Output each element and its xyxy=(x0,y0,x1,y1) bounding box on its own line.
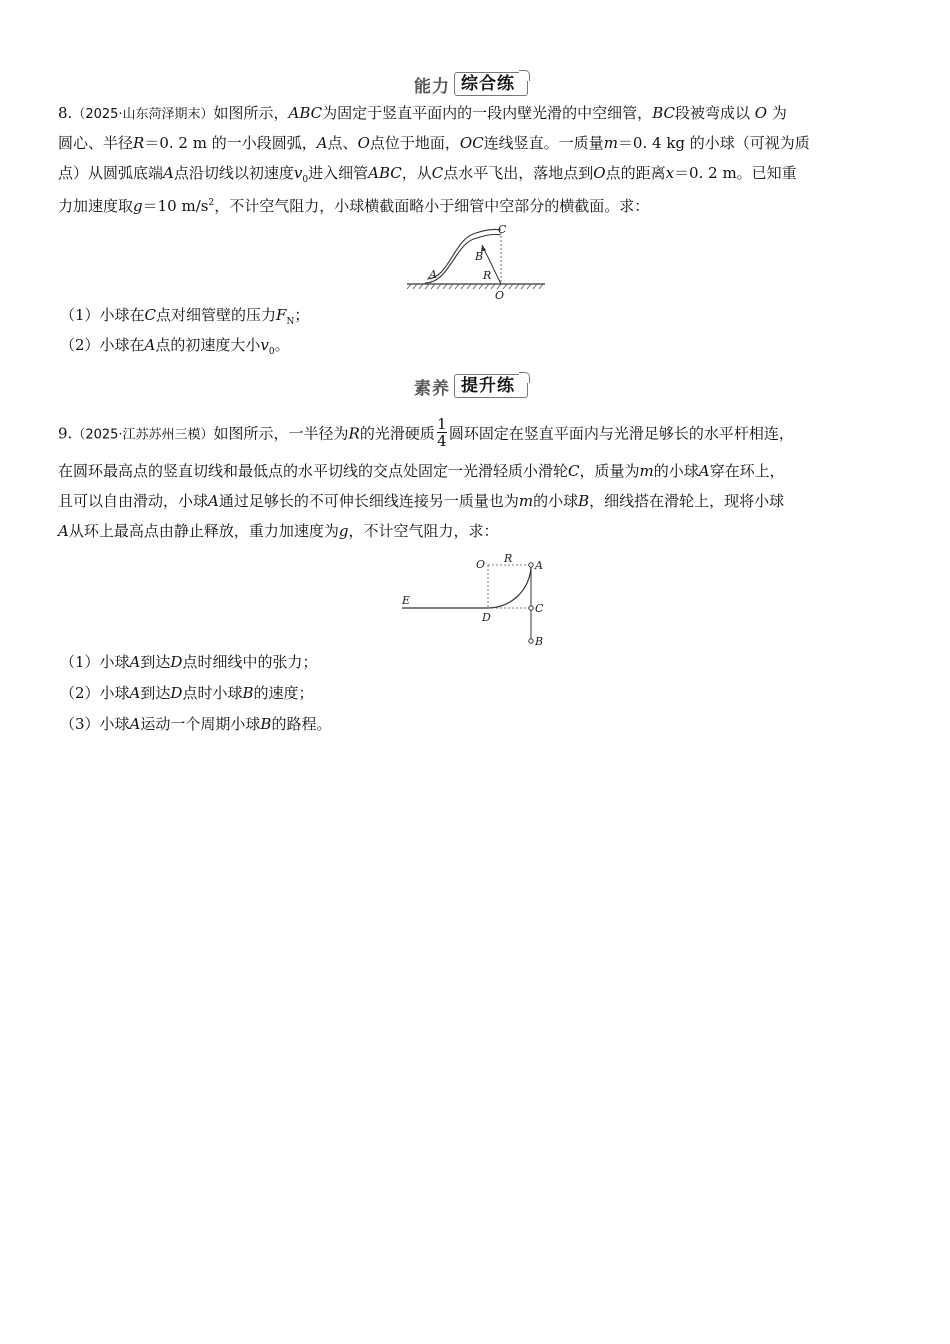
superscript: 2 xyxy=(208,198,215,208)
symbol: A xyxy=(58,522,69,540)
label-b: B xyxy=(535,635,544,648)
text: ＝0. 2 m。已知重 xyxy=(674,164,797,182)
symbol: C xyxy=(144,306,157,324)
symbol: A xyxy=(316,134,328,152)
symbol: m xyxy=(639,462,654,480)
fraction-one-quarter xyxy=(437,416,447,449)
text: ，不计空气阻力，求： xyxy=(348,522,499,540)
text: （3）小球 xyxy=(60,715,130,733)
q9-line-1 xyxy=(58,415,794,451)
section-tag-left: 素养 xyxy=(414,378,450,399)
text: 。 xyxy=(274,336,290,354)
text: 点时小球 xyxy=(182,684,243,702)
q9-subquestion-2 xyxy=(60,683,314,703)
text: 点沿切线以初速度 xyxy=(173,164,294,182)
text: （1）小球在 xyxy=(60,306,145,324)
section-header-ability xyxy=(410,72,528,96)
text: 的小球 xyxy=(533,492,579,510)
symbol: B xyxy=(260,715,272,733)
text: 如图所示，一半径为 xyxy=(213,424,349,443)
text: 穿在环上， xyxy=(709,462,785,480)
text: 进入细管 xyxy=(308,164,369,182)
label-e: E xyxy=(402,594,411,607)
section-tag-right xyxy=(454,72,528,96)
section-header-literacy xyxy=(410,374,528,398)
q9-line-4 xyxy=(58,521,498,541)
subscript: 0 xyxy=(268,347,275,357)
symbol: O xyxy=(357,134,370,152)
question-number: 9. xyxy=(58,424,73,443)
text: ，不计空气阻力，小球横截面略小于细管中空部分的横截面。求： xyxy=(214,197,650,215)
symbol: A xyxy=(144,336,156,354)
symbol: C xyxy=(431,164,444,182)
symbol: B xyxy=(578,492,590,510)
q8-line-2 xyxy=(58,133,810,153)
text: 到达 xyxy=(140,684,171,702)
text: 且可以自由滑动，小球 xyxy=(58,492,209,510)
symbol: F xyxy=(276,306,287,324)
text: 点水平飞出，落地点到 xyxy=(443,164,594,182)
q9-line-2 xyxy=(58,461,785,481)
q8-subquestion-1 xyxy=(60,305,309,332)
text: 在圆环最高点的竖直切线和最低点的水平切线的交点处固定一光滑轻质小滑轮 xyxy=(58,462,569,480)
text: 为 xyxy=(771,104,787,122)
text: 圆心、半径 xyxy=(58,134,134,152)
section-tag-right-text: 提升练 xyxy=(461,376,515,396)
label-r: R xyxy=(504,552,513,565)
q8-subquestion-2 xyxy=(60,335,290,362)
symbol: x xyxy=(665,164,675,182)
symbol: v xyxy=(293,164,303,182)
label-c: C xyxy=(498,223,507,236)
label-r: R xyxy=(483,269,492,282)
q9-subquestion-3 xyxy=(60,714,331,734)
text: 点对细管壁的压力 xyxy=(156,306,277,324)
symbol: ABC xyxy=(368,164,402,182)
symbol: C xyxy=(568,462,580,480)
text: 的路程。 xyxy=(271,715,332,733)
quarter-ring xyxy=(488,565,531,608)
symbol: O xyxy=(754,104,768,122)
symbol: O xyxy=(593,164,606,182)
text: 段被弯成以 xyxy=(674,104,750,122)
symbol: v xyxy=(260,336,269,354)
text: （2）小球在 xyxy=(60,336,145,354)
symbol: m xyxy=(518,492,534,510)
q9-figure-ring-pulley-diagram xyxy=(400,552,560,652)
text: ，细线搭在滑轮上，现将小球 xyxy=(589,492,785,510)
symbol: B xyxy=(242,684,254,702)
page-fold-icon xyxy=(519,70,530,81)
text: 从环上最高点由静止释放，重力加速度为 xyxy=(68,522,339,540)
q8-line-3 xyxy=(58,163,797,190)
text: 点）从圆弧底端 xyxy=(58,164,164,182)
symbol: ABC xyxy=(288,104,323,122)
subscript: N xyxy=(286,317,295,327)
section-tag-right xyxy=(454,374,528,398)
symbol: A xyxy=(129,715,141,733)
ball-a-icon xyxy=(529,563,533,567)
text: 为固定于竖直平面内的一段内壁光滑的中空细管， xyxy=(322,104,653,122)
subscript: 0 xyxy=(302,175,309,185)
text: ＝0. 2 m 的一小段圆弧， xyxy=(144,134,317,152)
symbol: g xyxy=(133,197,143,215)
symbol: R xyxy=(133,134,145,152)
label-d: D xyxy=(482,611,491,624)
symbol: R xyxy=(348,424,360,443)
label-o: O xyxy=(495,289,505,302)
pulley-c-icon xyxy=(529,606,533,610)
q8-line-1 xyxy=(58,103,787,125)
q8-figure-tube-diagram xyxy=(405,222,555,302)
fraction-denominator: 4 xyxy=(437,432,447,450)
question-source: （2025·山东菏泽期末） xyxy=(72,107,214,122)
text: 连线竖直。一质量 xyxy=(483,134,604,152)
symbol: g xyxy=(338,522,349,540)
text: 圆环固定在竖直平面内与光滑足够长的水平杆相连， xyxy=(448,424,794,443)
question-number: 8. xyxy=(58,104,73,122)
symbol: A xyxy=(208,492,219,510)
label-a: A xyxy=(535,559,543,572)
text: ，质量为 xyxy=(579,462,640,480)
text: （1）小球 xyxy=(60,653,130,671)
text: 点时细线中的张力； xyxy=(182,653,318,671)
symbol: D xyxy=(170,653,183,671)
label-b: B xyxy=(475,250,484,263)
ball-b-icon xyxy=(529,639,533,643)
text: 点的距离 xyxy=(605,164,666,182)
page-fold-icon xyxy=(519,372,530,383)
symbol: D xyxy=(170,684,183,702)
text: ，从 xyxy=(401,164,432,182)
text: 如图所示， xyxy=(213,104,289,122)
text: 点、 xyxy=(327,134,358,152)
symbol: A xyxy=(698,462,710,480)
text: ＝10 m/s xyxy=(142,197,209,215)
text: 到达 xyxy=(140,653,171,671)
text: 点的初速度大小 xyxy=(155,336,261,354)
section-tag-left: 能力 xyxy=(414,76,450,97)
q9-line-3 xyxy=(58,491,784,511)
question-source: （2025·江苏苏州三模） xyxy=(72,427,214,443)
q9-subquestion-1 xyxy=(60,652,317,672)
ground-hatching xyxy=(407,284,543,289)
label-o: O xyxy=(476,558,486,571)
symbol: A xyxy=(129,653,141,671)
text: 通过足够长的不可伸长细线连接另一质量也为 xyxy=(218,492,519,510)
text: ； xyxy=(294,306,310,324)
symbol: OC xyxy=(459,134,484,152)
text: 的速度； xyxy=(253,684,314,702)
symbol: BC xyxy=(652,104,675,122)
text: 点位于地面， xyxy=(369,134,460,152)
text: ＝0. 4 kg 的小球（可视为质 xyxy=(617,134,810,152)
text: （2）小球 xyxy=(60,684,130,702)
fraction-numerator: 1 xyxy=(437,415,447,433)
text: 运动一个周期小球 xyxy=(140,715,261,733)
symbol: A xyxy=(129,684,141,702)
symbol: A xyxy=(163,164,174,182)
symbol: m xyxy=(603,134,618,152)
label-c: C xyxy=(535,602,544,615)
q8-line-4 xyxy=(58,193,649,216)
label-a: A xyxy=(429,268,437,281)
section-tag-right-text: 综合练 xyxy=(461,74,515,94)
text: 的光滑硬质 xyxy=(359,424,435,443)
text: 的小球 xyxy=(653,462,699,480)
text: 力加速度取 xyxy=(58,197,134,215)
